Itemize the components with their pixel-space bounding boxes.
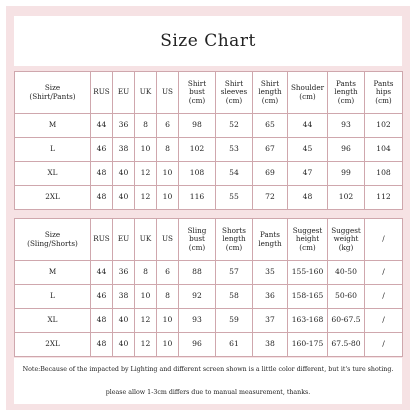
table-cell: 158-165 [288, 285, 328, 309]
size-cell: M [15, 261, 91, 285]
column-header: EU [113, 72, 135, 114]
table-cell: 12 [135, 162, 157, 186]
column-header: Suggest weight (kg) [328, 219, 365, 261]
table-cell: 12 [135, 333, 157, 357]
table-cell: 36 [113, 114, 135, 138]
table-cell: 10 [157, 162, 179, 186]
table-row [15, 309, 403, 333]
table-cell: 8 [157, 285, 179, 309]
table-cell: 40-50 [328, 261, 365, 285]
table-cell: 12 [135, 309, 157, 333]
table-cell: 55 [216, 186, 253, 210]
column-header: Shorts length (cm) [216, 219, 253, 261]
table-cell: / [365, 309, 403, 333]
table-cell: 67.5-80 [328, 333, 365, 357]
table-cell: 8 [157, 138, 179, 162]
size-cell: L [15, 285, 91, 309]
size-cell: 2XL [15, 333, 91, 357]
table-cell: / [365, 285, 403, 309]
table-cell: 96 [179, 333, 216, 357]
table-cell: 59 [216, 309, 253, 333]
page-title: Size Chart [160, 31, 256, 51]
table-cell: 163-168 [288, 309, 328, 333]
table-cell: 40 [113, 309, 135, 333]
table-row [15, 285, 403, 309]
table-cell: 46 [91, 285, 113, 309]
table-cell: 54 [216, 162, 253, 186]
table-cell: 44 [91, 261, 113, 285]
table-cell: 96 [328, 138, 365, 162]
note-line-1: Note:Because of the impacted by Lighting and different screen shown is a little color different, but it's ture shoting. [22, 366, 394, 373]
table-cell: 102 [179, 138, 216, 162]
column-header: UK [135, 219, 157, 261]
table-row [15, 138, 403, 162]
table-row [15, 186, 403, 210]
table-cell: 40 [113, 186, 135, 210]
table-cell: 69 [253, 162, 288, 186]
table-row [15, 114, 403, 138]
table-cell: 108 [179, 162, 216, 186]
header-row [15, 219, 403, 261]
table-cell: 10 [157, 333, 179, 357]
note-box [14, 358, 402, 404]
table-cell: 116 [179, 186, 216, 210]
table-cell: 38 [113, 138, 135, 162]
table-cell: 50-60 [328, 285, 365, 309]
table-cell: 48 [91, 333, 113, 357]
size-cell: 2XL [15, 186, 91, 210]
table-cell: 36 [253, 285, 288, 309]
table-cell: 67 [253, 138, 288, 162]
table-cell: 112 [365, 186, 403, 210]
table-cell: 48 [91, 186, 113, 210]
table-cell: 6 [157, 114, 179, 138]
size-cell: L [15, 138, 91, 162]
table-cell: 58 [216, 285, 253, 309]
table-cell: 8 [135, 114, 157, 138]
table-cell: 102 [328, 186, 365, 210]
table-cell: 61 [216, 333, 253, 357]
shirt-pants-table [14, 71, 403, 210]
table-cell: 40 [113, 333, 135, 357]
size-cell: M [15, 114, 91, 138]
size-chart-sheet [6, 6, 410, 410]
table-cell: 38 [113, 285, 135, 309]
table-cell: 99 [328, 162, 365, 186]
table-cell: 98 [179, 114, 216, 138]
table-cell: 37 [253, 309, 288, 333]
table-cell: 38 [253, 333, 288, 357]
column-header: RUS [91, 219, 113, 261]
column-header: Pants length (cm) [328, 72, 365, 114]
table-cell: 92 [179, 285, 216, 309]
table-cell: 93 [328, 114, 365, 138]
column-header: RUS [91, 72, 113, 114]
table-cell: 8 [135, 261, 157, 285]
table-cell: / [365, 333, 403, 357]
column-header: Suggest height (cm) [288, 219, 328, 261]
table-cell: 104 [365, 138, 403, 162]
table-cell: 46 [91, 138, 113, 162]
table-cell: 57 [216, 261, 253, 285]
column-header: Size (Sling/Shorts) [15, 219, 91, 261]
column-header: UK [135, 72, 157, 114]
column-header: EU [113, 219, 135, 261]
table-cell: 10 [157, 186, 179, 210]
title-box [14, 16, 402, 66]
table-cell: 6 [157, 261, 179, 285]
table-cell: 72 [253, 186, 288, 210]
column-header: Shoulder (cm) [288, 72, 328, 114]
column-header: Pants length [253, 219, 288, 261]
column-header: Shirt bust (cm) [179, 72, 216, 114]
column-header: US [157, 72, 179, 114]
table-cell: 10 [135, 285, 157, 309]
header-row [15, 72, 403, 114]
table-cell: 88 [179, 261, 216, 285]
table-cell: 12 [135, 186, 157, 210]
table-cell: 48 [91, 309, 113, 333]
column-header: Shirt sleeves (cm) [216, 72, 253, 114]
table-cell: 52 [216, 114, 253, 138]
column-header: Pants hips (cm) [365, 72, 403, 114]
sling-shorts-table [14, 218, 403, 357]
column-header: Sling bust (cm) [179, 219, 216, 261]
table-cell: 102 [365, 114, 403, 138]
note-line-2: please allow 1-3cm differs due to manual measurement, thanks. [105, 389, 311, 396]
table-cell: 65 [253, 114, 288, 138]
table-cell: 10 [135, 138, 157, 162]
column-header: Shirt length (cm) [253, 72, 288, 114]
table-cell: 45 [288, 138, 328, 162]
table-cell: 155-160 [288, 261, 328, 285]
table-cell: 35 [253, 261, 288, 285]
table-cell: 53 [216, 138, 253, 162]
table-cell: 108 [365, 162, 403, 186]
table-cell: 48 [91, 162, 113, 186]
table-cell: 60-67.5 [328, 309, 365, 333]
column-header: / [365, 219, 403, 261]
table-cell: / [365, 261, 403, 285]
column-header: Size (Shirt/Pants) [15, 72, 91, 114]
column-header: US [157, 219, 179, 261]
table-cell: 47 [288, 162, 328, 186]
table-row [15, 162, 403, 186]
table-cell: 40 [113, 162, 135, 186]
table-cell: 44 [288, 114, 328, 138]
table-cell: 10 [157, 309, 179, 333]
table-cell: 48 [288, 186, 328, 210]
table-row [15, 333, 403, 357]
size-cell: XL [15, 309, 91, 333]
size-cell: XL [15, 162, 91, 186]
table-cell: 44 [91, 114, 113, 138]
table-cell: 36 [113, 261, 135, 285]
table-cell: 160-175 [288, 333, 328, 357]
table-cell: 93 [179, 309, 216, 333]
table-row [15, 261, 403, 285]
